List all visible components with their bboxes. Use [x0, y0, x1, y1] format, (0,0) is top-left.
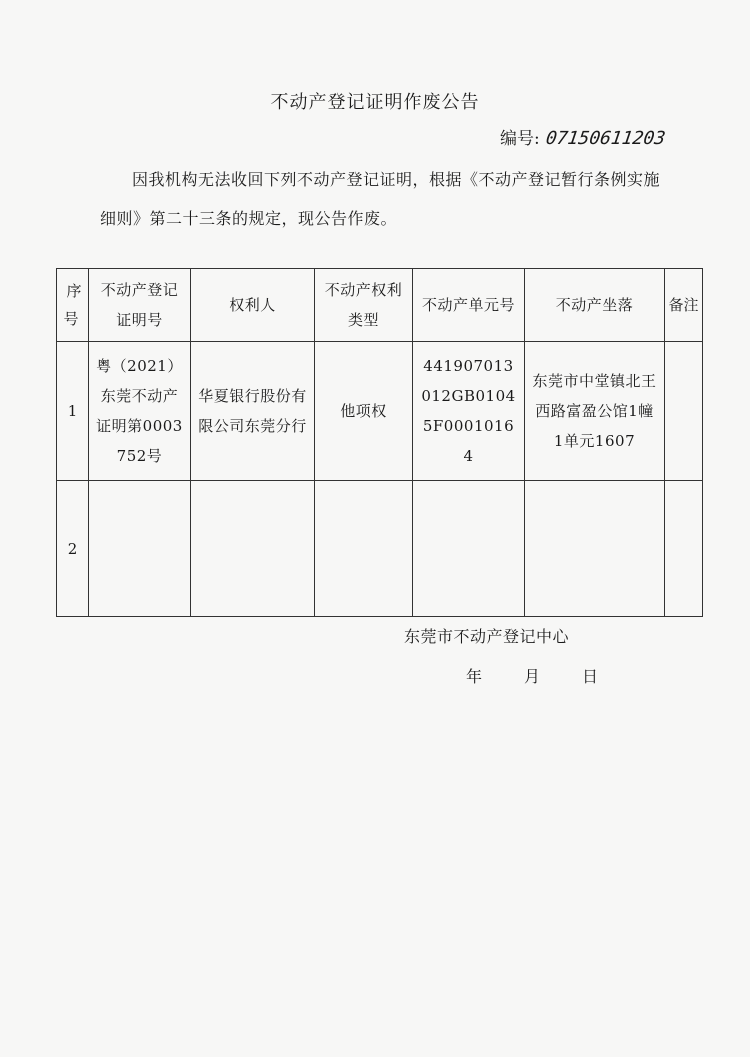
cell-remark [665, 481, 703, 617]
header-no: 序号 [57, 269, 89, 342]
date-day: 日 [582, 667, 599, 686]
notice-body: 因我机构无法收回下列不动产登记证明，根据《不动产登记暂行条例实施细则》第二十三条的规定，现公告作废。 [100, 170, 661, 228]
serial-number [500, 124, 665, 149]
date-month: 月 [524, 667, 541, 686]
cell-remark [665, 342, 703, 481]
header-right-type: 不动产权利类型 [315, 269, 413, 342]
cell-holder [191, 481, 315, 617]
header-cert-no: 不动产登记证明号 [89, 269, 191, 342]
cell-location: 东莞市中堂镇北王西路富盈公馆1幢1单元1607 [525, 342, 665, 481]
cell-no: 1 [57, 342, 89, 481]
signature-date [466, 664, 598, 687]
cell-unit-no [413, 481, 525, 617]
cell-no: 2 [57, 481, 89, 617]
cell-cert-no [89, 481, 191, 617]
cell-cert-no: 粤（2021）东莞不动产证明第0003752号 [89, 342, 191, 481]
header-unit-no: 不动产单元号 [413, 269, 525, 342]
serial-value: 07150611203 [544, 128, 667, 149]
cell-holder: 华夏银行股份有限公司东莞分行 [191, 342, 315, 481]
table-row [57, 342, 703, 481]
serial-label: 编号: [500, 129, 540, 149]
void-certificate-table [56, 268, 703, 617]
cell-location [525, 481, 665, 617]
cell-unit-no: 441907013012GB01045F00010164 [413, 342, 525, 481]
date-year: 年 [466, 667, 483, 686]
header-location: 不动产坐落 [525, 269, 665, 342]
table-row [57, 481, 703, 617]
issuing-organization: 东莞市不动产登记中心 [404, 627, 570, 646]
cell-right-type [315, 481, 413, 617]
cell-right-type: 他项权 [315, 342, 413, 481]
header-remark: 备注 [665, 269, 703, 342]
header-holder: 权利人 [191, 269, 315, 342]
page-title: 不动产登记证明作废公告 [270, 92, 480, 113]
table-header-row [57, 269, 703, 342]
